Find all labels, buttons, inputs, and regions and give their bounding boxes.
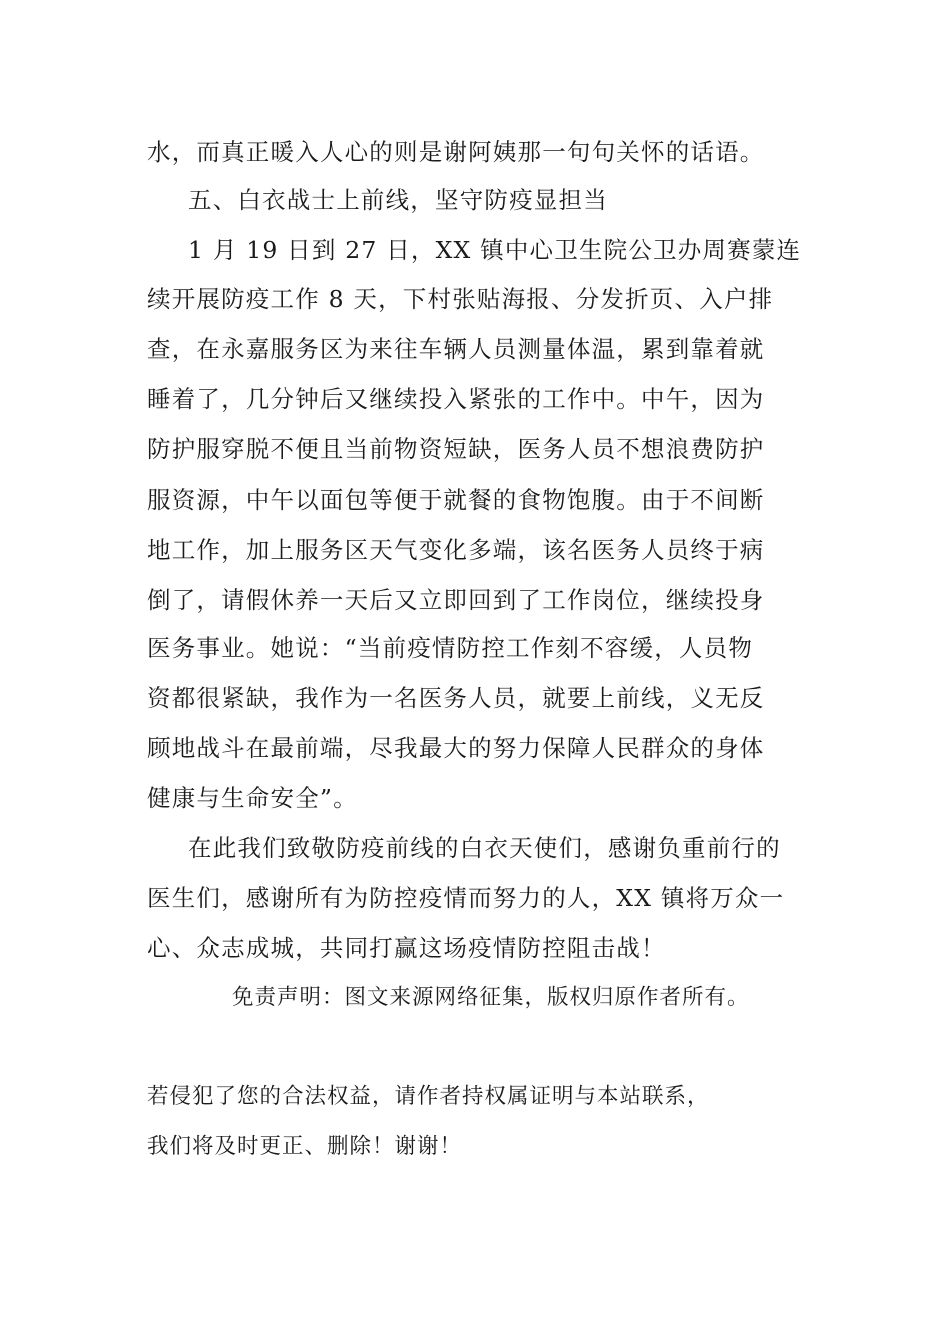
disclaimer-line: 我们将及时更正、删除！谢谢！ bbox=[147, 1134, 463, 1159]
body-line: 资都很紧缺，我作为一名医务人员，就要上前线，义无反 bbox=[147, 684, 765, 712]
body-line: 在此我们致敬防疫前线的白衣天使们，感谢负重前行的 bbox=[188, 834, 781, 862]
body-line: 续开展防疫工作 8 天，下村张贴海报、分发折页、入户排 bbox=[147, 285, 774, 313]
disclaimer-line: 若侵犯了您的合法权益，请作者持权属证明与本站联系， bbox=[147, 1084, 710, 1109]
body-line: 查，在永嘉服务区为来往车辆人员测量体温，累到靠着就 bbox=[147, 335, 765, 363]
body-line: 水，而真正暖入人心的则是谢阿姨那一句句关怀的话语。 bbox=[147, 138, 765, 166]
body-line: 地工作，加上服务区天气变化多端，该名医务人员终于病 bbox=[147, 536, 765, 564]
disclaimer-line: 免责声明：图文来源网络征集，版权归原作者所有。 bbox=[232, 985, 750, 1010]
body-line: 医生们，感谢所有为防控疫情而努力的人，XX 镇将万众一 bbox=[147, 884, 785, 912]
body-line: 服资源，中午以面包等便于就餐的食物饱腹。由于不间断 bbox=[147, 486, 765, 514]
body-line: 健康与生命安全”。 bbox=[147, 784, 358, 812]
body-line: 心、众志成城，共同打赢这场疫情防控阻击战！ bbox=[147, 934, 666, 962]
body-line: 顾地战斗在最前端，尽我最大的努力保障人民群众的身体 bbox=[147, 734, 765, 762]
body-line: 倒了，请假休养一天后又立即回到了工作岗位，继续投身 bbox=[147, 586, 765, 614]
body-line: 睡着了，几分钟后又继续投入紧张的工作中。中午，因为 bbox=[147, 385, 765, 413]
section-heading: 五、白衣战士上前线，坚守防疫显担当 bbox=[188, 186, 608, 214]
body-line: 医务事业。她说：“当前疫情防控工作刻不容缓，人员物 bbox=[147, 634, 754, 662]
body-line: 防护服穿脱不便且当前物资短缺，医务人员不想浪费防护 bbox=[147, 435, 765, 463]
body-line: 1 月 19 日到 27 日，XX 镇中心卫生院公卫办周赛蒙连 bbox=[188, 236, 802, 264]
